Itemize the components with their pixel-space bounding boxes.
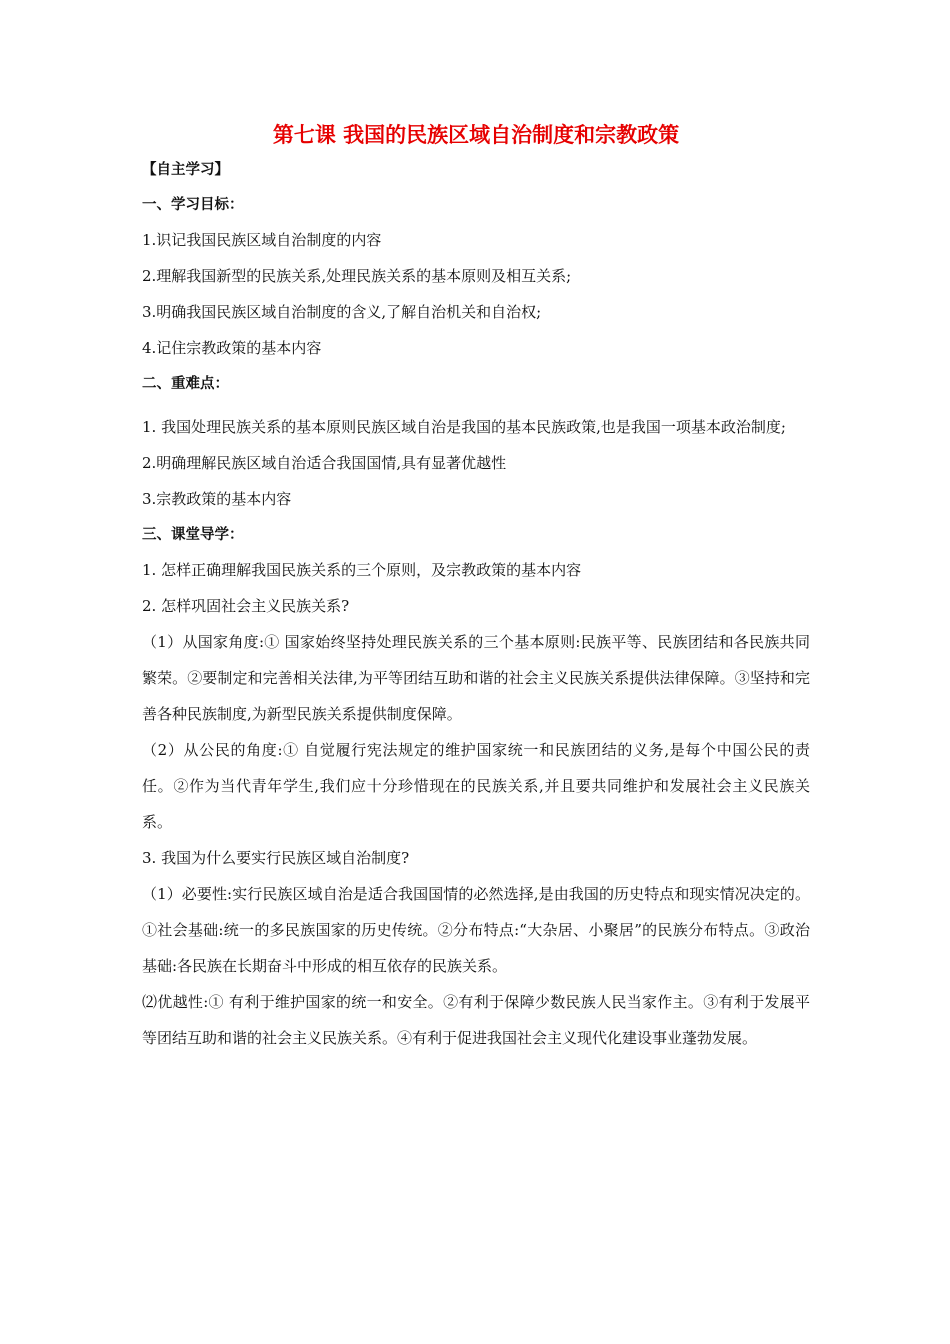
goal-item: 3.明确我国民族区域自治制度的含义,了解自治机关和自治权; [142, 303, 542, 321]
class-guide-heading: 三、课堂导学： [142, 527, 244, 543]
key-points-heading: 二、重难点： [142, 376, 229, 392]
page-title: 第七课 我国的民族区域自治制度和宗教政策 [272, 123, 680, 147]
goal-item: 2.理解我国新型的民族关系,处理民族关系的基本原则及相互关系; [142, 267, 572, 285]
goal-item: 4.记住宗教政策的基本内容 [142, 339, 322, 357]
goals-heading: 一、学习目标： [142, 197, 244, 213]
key-point-item: 3.宗教政策的基本内容 [142, 490, 292, 508]
guide-paragraph: （1）必要性:实行民族区域自治是适合我国国情的必然选择,是由我国的历史特点和现实情况决定的。①社会基础:统一的多民族国家的历史传统。②分布特点:“大杂居、小聚居”的民族分布特点。③政治基础:各民族在长期奋斗中形成的相互依存的民族关系。 [142, 885, 810, 975]
guide-paragraph: （1）从国家角度:① 国家始终坚持处理民族关系的三个基本原则:民族平等、民族团结和各民族共同繁荣。②要制定和完善相关法律,为平等团结互助和谐的社会主义民族关系提供法律保障。③坚持和完善各种民族制度,为新型民族关系提供制度保障。 [142, 633, 810, 723]
guide-paragraph: （2）从公民的角度:① 自觉履行宪法规定的维护国家统一和民族团结的义务,是每个中国公民的责任。②作为当代青年学生,我们应十分珍惜现在的民族关系,并且要共同维护和发展社会主义民族关系。 [142, 741, 810, 831]
self-study-heading: 【自主学习】 [142, 162, 229, 178]
guide-item: 3. 我国为什么要实行民族区域自治制度? [142, 849, 410, 867]
key-point-item: 1. 我国处理民族关系的基本原则民族区域自治是我国的基本民族政策,也是我国一项基本政治制度; [142, 418, 786, 436]
guide-item: 1. 怎样正确理解我国民族关系的三个原则，及宗教政策的基本内容 [142, 561, 582, 579]
goal-item: 1.识记我国民族区域自治制度的内容 [142, 231, 382, 249]
guide-paragraph: ⑵优越性:① 有利于维护国家的统一和安全。②有利于保障少数民族人民当家作主。③有利于发展平等团结互助和谐的社会主义民族关系。④有利于促进我国社会主义现代化建设事业蓬勃发展。 [142, 993, 810, 1047]
guide-item: 2. 怎样巩固社会主义民族关系? [142, 597, 350, 615]
key-point-item: 2.明确理解民族区域自治适合我国国情,具有显著优越性 [142, 454, 507, 472]
